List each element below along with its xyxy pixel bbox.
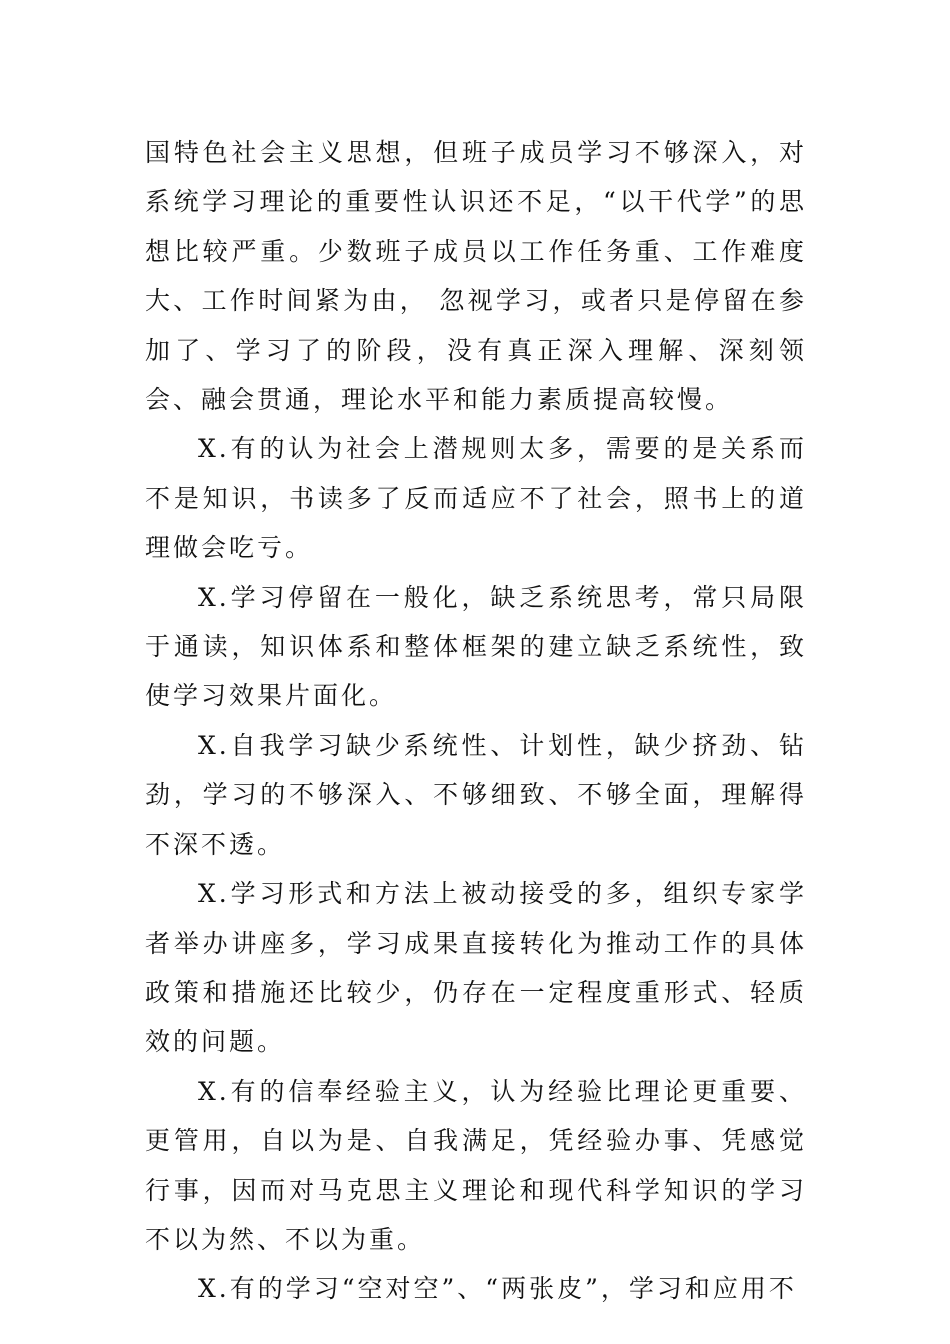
paragraph-5: X.学习形式和方法上被动接受的多，组织专家学者举办讲座多，学习成果直接转化为推动工作的具体政策和措施还比较少，仍存在一定程度重形式、轻质效的问题。 (145, 879, 807, 1057)
paragraph-4: X.自我学习缺少系统性、计划性，缺少挤劲、钻劲，学习的不够深入、不够细致、不够全面，理解得不深不透。 (145, 730, 807, 859)
paragraph-7: X.有的学习“空对空”、“两张皮”，学习和应用不 (198, 1274, 797, 1304)
paragraph-1: 国特色社会主义思想，但班子成员学习不够深入，对系统学习理论的重要性认识还不足，“以干代学”的思想比较严重。少数班子成员以工作任务重、工作难度大、工作时间紧为由， 忽视学习，或者只是停留在参加了、学习了的阶段，没有真正深入理解、深刻领会、融会贯通，理论水平和能力素质提高较慢。 (145, 138, 807, 415)
paragraph-6: X.有的信奉经验主义，认为经验比理论更重要、更管用，自以为是、自我满足，凭经验办事、凭感觉行事，因而对马克思主义理论和现代科学知识的学习不以为然、不以为重。 (145, 1076, 807, 1254)
paragraph-3: X.学习停留在一般化，缺乏系统思考，常只局限于通读，知识体系和整体框架的建立缺乏系统性，致使学习效果片面化。 (145, 582, 807, 711)
paragraph-2: X.有的认为社会上潜规则太多，需要的是关系而不是知识，书读多了反而适应不了社会，照书上的道理做会吃亏。 (145, 434, 807, 563)
document-body (145, 128, 807, 1314)
